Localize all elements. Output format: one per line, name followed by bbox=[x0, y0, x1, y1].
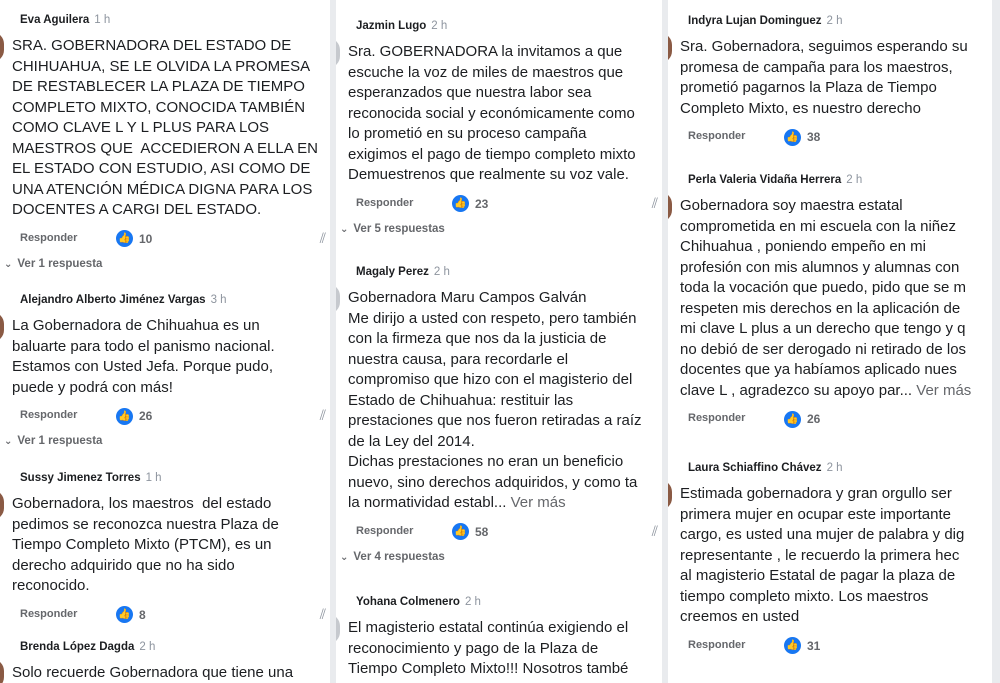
like-reaction[interactable] bbox=[452, 523, 488, 541]
comment-text-line: creemos en usted bbox=[680, 608, 800, 625]
comment-author[interactable] bbox=[356, 266, 450, 278]
comment-text-line: SRA. GOBERNADORA DEL ESTADO DE bbox=[12, 37, 292, 54]
view-replies-link[interactable] bbox=[340, 551, 445, 563]
comment-column-2 bbox=[336, 0, 662, 683]
like-outline-icon[interactable]: ⫽ bbox=[651, 194, 658, 211]
author-name[interactable]: Jazmin Lugo bbox=[356, 20, 427, 32]
like-reaction[interactable] bbox=[116, 407, 152, 425]
like-count: 23 bbox=[475, 196, 489, 211]
comment-actions bbox=[20, 230, 330, 250]
author-name[interactable]: Indyra Lujan Dominguez bbox=[688, 15, 822, 27]
comment-text-line bbox=[348, 493, 662, 514]
comment-text bbox=[12, 663, 330, 683]
comment-text-line: derecho adquirido que no ha sido bbox=[12, 556, 235, 574]
comment-text-line: nuevo, sino derechos adquiridos, y como ta bbox=[348, 473, 638, 491]
comment-actions bbox=[356, 523, 662, 543]
comment-text-line: profesión con mis alumnos y alumnas con bbox=[680, 258, 960, 276]
thumbs-up-icon: 👍 bbox=[784, 129, 801, 146]
author-name[interactable]: Yohana Colmenero bbox=[356, 596, 460, 608]
reply-button[interactable]: Responder bbox=[20, 409, 78, 421]
comment-text-line: pedimos se reconozca nuestra Plaza de bbox=[12, 515, 279, 533]
comment-time: 2 h bbox=[433, 266, 450, 278]
comment-text bbox=[680, 484, 992, 628]
comment-text-line: de la Ley del 2014. bbox=[348, 432, 475, 450]
like-reaction[interactable] bbox=[784, 410, 820, 428]
comment-text-line: baluarte para todo el panismo nacional. bbox=[12, 337, 275, 355]
comment-time: 2 h bbox=[464, 596, 481, 608]
reply-button[interactable]: Responder bbox=[688, 638, 746, 651]
thumbs-up-icon: 👍 bbox=[116, 230, 133, 247]
comment-text-line: escuche la voz de miles de maestros que bbox=[348, 63, 624, 81]
comment-text-line: La Gobernadora de Chihuahua es un bbox=[12, 317, 260, 334]
comment-text bbox=[680, 37, 992, 119]
comment-text-line: Dichas prestaciones no eran un beneficio bbox=[348, 453, 624, 470]
like-reaction[interactable] bbox=[784, 128, 820, 146]
comment-text-line: prestaciones que nos fueron retiradas a raíz bbox=[348, 412, 642, 429]
comment-text-line: Sra. Gobernadora, seguimos esperando su bbox=[680, 38, 968, 55]
comment-text-line: compromiso que hizo con el magisterio del bbox=[348, 371, 633, 388]
comment-column-3 bbox=[668, 0, 992, 683]
comment-text-line: Me dirijo a usted con respeto, pero también bbox=[348, 309, 637, 327]
comment-author[interactable] bbox=[688, 15, 843, 27]
author-name[interactable]: Perla Valeria Vidaña Herrera bbox=[688, 174, 842, 186]
see-more-link[interactable]: Ver más bbox=[510, 494, 566, 511]
comment-text-line: Estamos con Usted Jefa. Porque pudo, bbox=[12, 358, 273, 375]
comment-text bbox=[348, 288, 662, 514]
comment-actions bbox=[688, 128, 992, 148]
like-outline-icon[interactable]: ⫽ bbox=[319, 229, 326, 246]
view-replies-label[interactable]: Ver 5 respuestas bbox=[353, 222, 445, 235]
author-name[interactable]: Eva Aguilera bbox=[20, 14, 90, 26]
like-count: 10 bbox=[139, 231, 153, 246]
comment-text-line: lo prometió en su proceso campaña bbox=[348, 125, 587, 142]
like-count: 58 bbox=[475, 524, 489, 539]
reply-button[interactable]: Responder bbox=[688, 412, 746, 424]
avatar[interactable] bbox=[0, 32, 4, 62]
reply-button[interactable]: Responder bbox=[356, 524, 414, 537]
comment-column-1 bbox=[0, 0, 330, 683]
comment-text-line: comprometida en mi escuela con la niñez bbox=[680, 217, 956, 235]
view-replies-link[interactable] bbox=[4, 258, 102, 270]
comment-text-line: exigimos el pago de tiempo completo mixto bbox=[348, 145, 636, 163]
avatar[interactable] bbox=[668, 480, 672, 510]
comment-text bbox=[348, 618, 662, 680]
avatar[interactable] bbox=[668, 192, 672, 222]
comment-text-line: cargo, es usted una mujer de palabra y dig bbox=[680, 526, 965, 543]
comment-author[interactable] bbox=[688, 174, 862, 186]
comment-time: 2 h bbox=[826, 462, 843, 474]
avatar[interactable] bbox=[668, 33, 672, 63]
comment-text bbox=[12, 316, 330, 398]
thumbs-up-icon: 👍 bbox=[452, 523, 469, 540]
comment-text-line: nuestra causa, para recordarle el bbox=[348, 350, 569, 368]
view-replies-link[interactable] bbox=[340, 223, 445, 235]
like-outline-icon[interactable]: ⫽ bbox=[319, 605, 326, 622]
avatar[interactable] bbox=[336, 614, 340, 644]
comment-text-line: con la firmeza que nos da la justicia de bbox=[348, 330, 607, 347]
like-count: 26 bbox=[807, 412, 821, 426]
reply-button[interactable]: Responder bbox=[356, 196, 414, 209]
comment-text-fragment: clave L , agradezco su apoyo par... bbox=[680, 381, 917, 399]
comment-actions bbox=[20, 407, 330, 427]
comment-text-line: CHIHUAHUA, SE LE OLVIDA LA PROMESA bbox=[12, 57, 311, 75]
thumbs-up-icon: 👍 bbox=[784, 411, 801, 428]
avatar[interactable] bbox=[0, 312, 4, 342]
comment-text-line: Estado de Chihuahua: restituir las bbox=[348, 391, 574, 409]
comment-text-line: DE RESTABLECER LA PLAZA DE TIEMPO bbox=[12, 78, 305, 95]
comment-text-line: Solo recuerde Gobernadora que tiene una bbox=[12, 664, 294, 681]
comment-time: 2 h bbox=[139, 641, 156, 653]
thumbs-up-icon: 👍 bbox=[116, 606, 133, 623]
comment-text-line: Sra. GOBERNADORA la invitamos a que bbox=[348, 43, 623, 60]
comment-time: 1 h bbox=[94, 14, 111, 26]
comment-actions bbox=[20, 606, 330, 626]
avatar[interactable] bbox=[336, 284, 340, 314]
comment-text-line: Estimada gobernadora y gran orgullo ser bbox=[680, 485, 952, 502]
comment-text-line: Gobernadora soy maestra estatal bbox=[680, 197, 903, 214]
comment-text-line: toda la vocación que puedo, pido que se m bbox=[680, 279, 967, 296]
comment-text-line: representante , le recuerdo la primera hec bbox=[680, 546, 960, 564]
comment-text-line: Tiempo Completo Mixto (PTCM), es un bbox=[12, 536, 272, 553]
comment-text-line: reconocimiento y pago de la Plaza de bbox=[348, 639, 599, 657]
comment-author[interactable] bbox=[20, 14, 110, 26]
avatar[interactable] bbox=[0, 490, 4, 520]
like-count: 26 bbox=[139, 409, 153, 423]
avatar[interactable] bbox=[0, 659, 4, 683]
comment-text-fragment: la normatividad establ... bbox=[348, 494, 511, 511]
comment-text-line: no debió de ser derogado ni retirado de los bbox=[680, 340, 967, 358]
view-replies-label[interactable]: Ver 1 respuesta bbox=[17, 257, 103, 270]
comment-text bbox=[12, 494, 330, 597]
comment-author[interactable] bbox=[356, 20, 447, 32]
view-replies-link[interactable] bbox=[4, 435, 102, 447]
comment-text-line: prometió pagarnos la Plaza de Tiempo bbox=[680, 79, 937, 96]
author-name[interactable]: Alejandro Alberto Jiménez Vargas bbox=[20, 294, 206, 306]
author-name[interactable]: Magaly Perez bbox=[356, 266, 429, 278]
like-reaction[interactable] bbox=[784, 637, 820, 655]
comment-text-line: docentes que ya habíamos aplicado nues bbox=[680, 361, 957, 378]
comment-time: 2 h bbox=[826, 15, 843, 27]
comment-text-line: primera mujer en ocupar este importante bbox=[680, 505, 951, 523]
comment-time: 3 h bbox=[210, 294, 227, 306]
comment-text-line: reconocida social y económicamente como bbox=[348, 104, 635, 122]
like-reaction[interactable] bbox=[116, 606, 146, 624]
comment-text-line: al magisterio Estatal de pagar la plaza de bbox=[680, 567, 956, 584]
comment-text-line: El magisterio estatal continúa exigiendo el bbox=[348, 619, 629, 636]
comment-text-line: respeten mis derechos en la aplicación de bbox=[680, 299, 961, 317]
comment-text-line: reconocido. bbox=[12, 577, 90, 594]
comment-text-line: EL ESTADO CON ESTUDIO, ASI COMO DE bbox=[12, 160, 311, 177]
comment-text-line: Chihuahua , poniendo empeño en mi bbox=[680, 238, 927, 255]
like-count: 8 bbox=[139, 607, 146, 622]
comment-text-line: COMO CLAVE L Y L PLUS PARA LOS bbox=[12, 119, 270, 136]
comment-text-line: mi clave L plus a un derecho que tengo y q bbox=[680, 320, 966, 337]
author-name[interactable]: Brenda López Dagda bbox=[20, 641, 135, 653]
comment-time: 1 h bbox=[145, 472, 162, 484]
reply-button[interactable]: Responder bbox=[688, 130, 746, 142]
comment-actions bbox=[688, 410, 992, 430]
like-count: 38 bbox=[807, 130, 821, 144]
like-count: 31 bbox=[807, 638, 821, 653]
comment-author[interactable] bbox=[356, 596, 481, 608]
chevron-down-icon: ⌄ bbox=[4, 258, 13, 270]
comment-text-line: tiempo completo mixto. Los maestros bbox=[680, 587, 929, 605]
comment-text-line: COMPLETO MIXTO, CONOCIDA TAMBIÉN bbox=[12, 98, 306, 116]
reply-button[interactable]: Responder bbox=[20, 231, 78, 244]
chevron-down-icon: ⌄ bbox=[4, 436, 13, 447]
see-more-link[interactable]: Ver más bbox=[916, 381, 972, 399]
comment-text bbox=[12, 36, 330, 221]
comment-text bbox=[348, 42, 662, 186]
author-name[interactable]: Laura Schiaffino Chávez bbox=[688, 462, 822, 474]
comment-time: 2 h bbox=[431, 20, 448, 32]
comment-author[interactable] bbox=[20, 641, 155, 653]
comment-text-line bbox=[680, 381, 992, 402]
comment-text-line: esperanzados que nuestra labor sea bbox=[348, 84, 592, 101]
comment-text-line: Completo Mixto, es nuestro derecho bbox=[680, 99, 921, 117]
comment-actions bbox=[688, 637, 992, 657]
like-outline-icon[interactable]: ⫽ bbox=[651, 522, 658, 539]
comment-text-line: DOCENTES A CARGI DEL ESTADO. bbox=[12, 201, 262, 218]
comment-text-line: MAESTROS QUE ACCEDIERON A ELLA EN bbox=[12, 139, 318, 157]
comment-text bbox=[680, 196, 992, 401]
view-replies-label[interactable]: Ver 4 respuestas bbox=[353, 550, 445, 563]
avatar[interactable] bbox=[336, 38, 340, 68]
chevron-down-icon: ⌄ bbox=[340, 223, 349, 235]
like-outline-icon[interactable]: ⫽ bbox=[319, 407, 326, 423]
thumbs-up-icon: 👍 bbox=[784, 637, 801, 654]
comment-text-line: Gobernadora Maru Campos Galván bbox=[348, 289, 587, 306]
comment-text-line: Demuestrenos que realmente su voz vale. bbox=[348, 166, 629, 183]
comment-actions bbox=[356, 195, 662, 215]
comment-text-line: Tiempo Completo Mixto!!! Nosotros també bbox=[348, 660, 629, 677]
column-divider bbox=[992, 0, 1000, 683]
like-reaction[interactable] bbox=[452, 195, 488, 213]
chevron-down-icon: ⌄ bbox=[340, 551, 349, 563]
thumbs-up-icon: 👍 bbox=[452, 195, 469, 212]
like-reaction[interactable] bbox=[116, 230, 152, 248]
reply-button[interactable]: Responder bbox=[20, 607, 78, 620]
view-replies-label[interactable]: Ver 1 respuesta bbox=[17, 435, 103, 447]
comment-author[interactable] bbox=[20, 472, 162, 484]
thumbs-up-icon: 👍 bbox=[116, 408, 133, 425]
author-name[interactable]: Sussy Jimenez Torres bbox=[20, 472, 141, 484]
comment-time: 2 h bbox=[846, 174, 863, 186]
comment-text-line: puede y podrá con más! bbox=[12, 378, 173, 396]
comment-author[interactable] bbox=[20, 294, 227, 306]
comment-text-line: promesa de campaña para los maestros, bbox=[680, 58, 953, 76]
comment-text-line: Gobernadora, los maestros del estado bbox=[12, 495, 272, 512]
comment-author[interactable] bbox=[688, 462, 843, 474]
comment-text-line: UNA ATENCIÓN MÉDICA DIGNA PARA LOS bbox=[12, 180, 313, 198]
